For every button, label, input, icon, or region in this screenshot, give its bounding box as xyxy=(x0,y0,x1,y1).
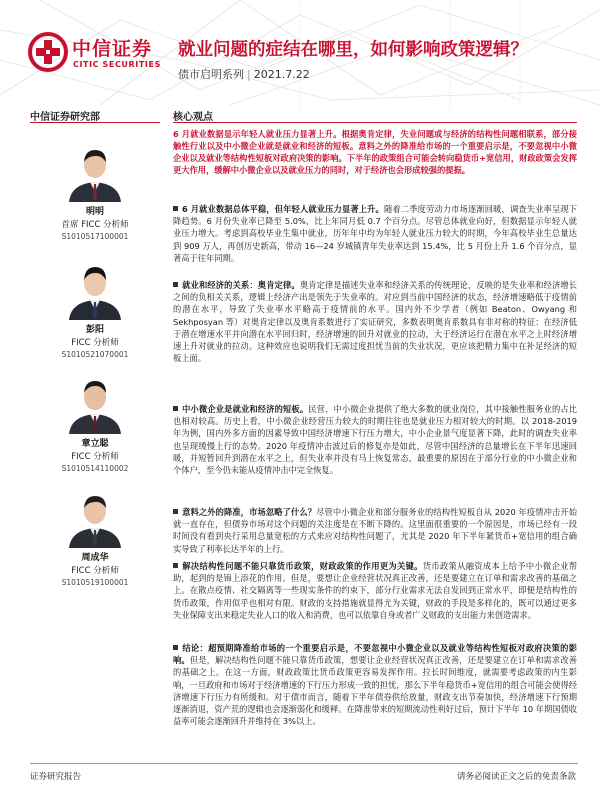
bullet-icon xyxy=(173,406,178,411)
footer-report-type: 证券研究报告 xyxy=(30,772,82,782)
paragraph-lead: 解决结构性问题不能只靠货币政策，财政政策的作用更为关键。 xyxy=(182,561,423,571)
paragraph-lead: 6 月就业数据总体平稳，但年轻人就业压力显著上升。 xyxy=(182,204,384,214)
paragraph-text: 随着二季度劳动力市场逐渐回暖，调查失业率呈现下降趋势。6 月份失业率已降至 5.0%，比上年同月低 0.7 个百分点。尽管总体就业向好，但数据显示年轻人就业压力增大。考虑到高校毕业生集中就业，历年年中均为年轻人就业压力较大的时期，今年高校毕业生总量达到 909 万人，再创历史新高，带动 16—24 岁城镇青年失业率达到 15.4%，比 5 月份上升 1.6 个百分点，显著高于往年同期。 xyxy=(173,204,577,263)
analyst-role: FICC 分析师 xyxy=(71,452,119,462)
analyst-name: 章立聪 xyxy=(81,439,109,449)
report-subtitle xyxy=(178,66,310,82)
brand-name-cn: 中信证券 xyxy=(72,38,153,60)
brand-name-en: CITIC SECURITIES xyxy=(73,60,161,69)
paragraph-text: 尽管中小微企业和部分服务业的结构性短板自从 2020 年疫情冲击开始就一直存在，但债券市场对这个问题的关注度是在不断下降的。这里面很重要的一个原因是，市场已经有一段时间没有看到央行采用总量宽松的方式来应对结构性问题了，尤其是 2020 年下半年紧货币+宽信用的组合确实导致了利率长达半年的上行。 xyxy=(173,507,577,554)
bullet-icon xyxy=(173,563,178,568)
analyst-cert: S1010517100001 xyxy=(61,232,129,241)
analyst-photo-icon xyxy=(63,486,127,548)
content-paragraph xyxy=(173,560,577,621)
paragraph-lead: 意料之外的降准，市场忽略了什么？ xyxy=(182,507,317,517)
footer-disclaimer: 请务必阅读正文之后的免责条款 xyxy=(456,772,576,782)
analyst-name: 彭阳 xyxy=(85,325,104,335)
bullet-icon xyxy=(173,282,178,287)
content-paragraph xyxy=(173,403,577,476)
analyst-photo-icon xyxy=(63,372,127,434)
subtitle-separator: | xyxy=(247,68,251,81)
analyst-role: FICC 分析师 xyxy=(71,566,119,576)
analyst-role: 首席 FICC 分析师 xyxy=(61,220,129,230)
analyst-card xyxy=(30,258,160,360)
paragraph-lead: 中小微企业是就业和经济的短板。 xyxy=(182,404,309,414)
report-date: 2021.7.22 xyxy=(253,68,310,81)
paragraph-text: 货币政策从融资成本上给予中小微企业帮助，起到的是锦上添花的作用。但是，要想让企业经营状况真正改善，还是要建立在订单和需求改善的基础之上。在散点疫情、社交隔离等一些现实条件的约束下，部分行业需求无法自发回到正常水平，即便是结构性的货币政策，作用似乎也相对有限。财政的支持措施就显得尤为关键，财政的手段是多样化的，既可以通过更多失业保障支出来稳定失业人口的收入和消费，也可以依靠自身或者广义财政的支出能力来创造需求。 xyxy=(173,561,578,620)
brand-logo xyxy=(28,30,178,80)
report-title: 就业问题的症结在哪里，如何影响政策逻辑？ xyxy=(178,40,528,60)
bullet-icon xyxy=(173,206,178,211)
research-dept-heading: 中信证券研究部 xyxy=(30,112,100,123)
analyst-photo-icon xyxy=(63,258,127,320)
footer-rule xyxy=(30,763,578,764)
analyst-photo-icon xyxy=(63,140,127,202)
citic-logo-icon xyxy=(28,32,68,72)
paragraph-text: 民营、中小微企业提供了绝大多数的就业岗位，其中接触性服务业的占比也相对较高。历史上看，中小微企业经营压力较大的时期往往也是就业压力相对较大的时期。以 2018-2019 年为例，国内外多方面的因素导致中国经济增速下行压力增大，中小企业景气度显著下降，此时的调查失业率也呈现缓慢上行的态势。2020 年疫情冲击波过后的修复亦是如此，尽管中国经济的总量增长在下半年迅速回暖，并短暂回升到潜在水平之上，但失业率并没有马上恢复常态，最重要的原因在于部分行业的中小微企业和个体户，至今仍未能从疫情冲击中完全恢复。 xyxy=(173,404,578,476)
content-paragraph xyxy=(173,203,577,264)
paragraph-lead: 就业和经济的关系：奥肯定律。 xyxy=(182,280,300,290)
analyst-card xyxy=(30,486,160,588)
analyst-cert: S1010514110002 xyxy=(61,464,129,473)
main-rule xyxy=(173,122,577,123)
analyst-cert: S1010521070001 xyxy=(61,350,129,359)
analyst-name: 明明 xyxy=(85,207,104,217)
content-paragraph xyxy=(173,279,577,364)
analyst-card xyxy=(30,372,160,474)
paragraph-text: 奥肯定律是描述失业率和经济关系的传统理论，反映的是失业率和经济增长之间的负相关关系，逻辑上经济产出是领先于失业率的。对应到当前中国经济的状态，经济增速略低于疫情前的潜在水平，导致了失业率水平略高于疫情前的水平。国内外不少学者（例如 Beaton、Owyang 和 Sekhposyan 等）对奥肯定律以及奥肯系数进行了实证研究，多数表明奥肯系数具有非对称的特征：在经济低于潜在增速水平并向潜在水平回归时，经济增速的回升对就业的拉动，大于经济运行在潜在水平之上时经济增速上升对就业的拉动。这种效应也说明我们无需过度担忧当前的失业状况，更应该把精力集中在补足经济的短板上面。 xyxy=(173,280,578,364)
core-view-summary: 6 月就业数据显示年轻人就业压力显著上升。根据奥肯定律，失业问题或与经济的结构性问题相联系，部分接触性行业以及中小微企业就是就业和经济的短板。意料之外的降准给市场的一个重要启示是，不要忽视中小微企业以及就业等结构性短板对政府决策的影响。下半年的政策组合可能会转向稳货币+宽信用，财政政策会发挥更大作用，缓解中小微企业以及就业压力的同时，对于经济也会形成较强的提振。 xyxy=(173,129,577,175)
analyst-cert: S1010519100001 xyxy=(61,578,129,587)
analyst-name: 周成华 xyxy=(81,553,109,563)
paragraph-text: 但是，解决结构性问题不能只靠货币政策，想要让企业经营状况真正改善，还是要建立在订单和需求改善的基础之上。在这一方面，财政政策比货币政策更容易发挥作用。拉长时间维度，就需要考虑政策的内生影响，一旦政府和市场对于经济增速的下行压力形成一致的担忧，那么下半年稳货币+宽信用的组合可能会使得经济增速下行压力有所缓和。对于债市而言，随着下半年债券供给放量，财政支出节奏加快，经济增速下行预期逐渐消退，资产荒的逻辑也会逐渐弱化和缓释。在降准带来的短期流动性利好过后，预计下半年 10 年期国债收益率可能会逐渐回升并维持在 3%以上。 xyxy=(173,655,578,727)
analyst-role: FICC 分析师 xyxy=(71,338,119,348)
report-series: 债市启明系列 xyxy=(178,68,244,81)
bullet-icon xyxy=(173,509,178,514)
paragraph-lead: 结论：超预期降准给市场的一个重要启示是，不要忽视中小微企业以及就业等结构性短板对政府决策的影响。 xyxy=(173,643,577,666)
content-paragraph xyxy=(173,506,577,555)
analyst-card xyxy=(30,140,160,242)
core-view-heading: 核心观点 xyxy=(173,112,213,123)
bullet-icon xyxy=(173,645,178,650)
content-paragraph xyxy=(173,642,577,727)
sidebar-rule xyxy=(30,122,160,123)
